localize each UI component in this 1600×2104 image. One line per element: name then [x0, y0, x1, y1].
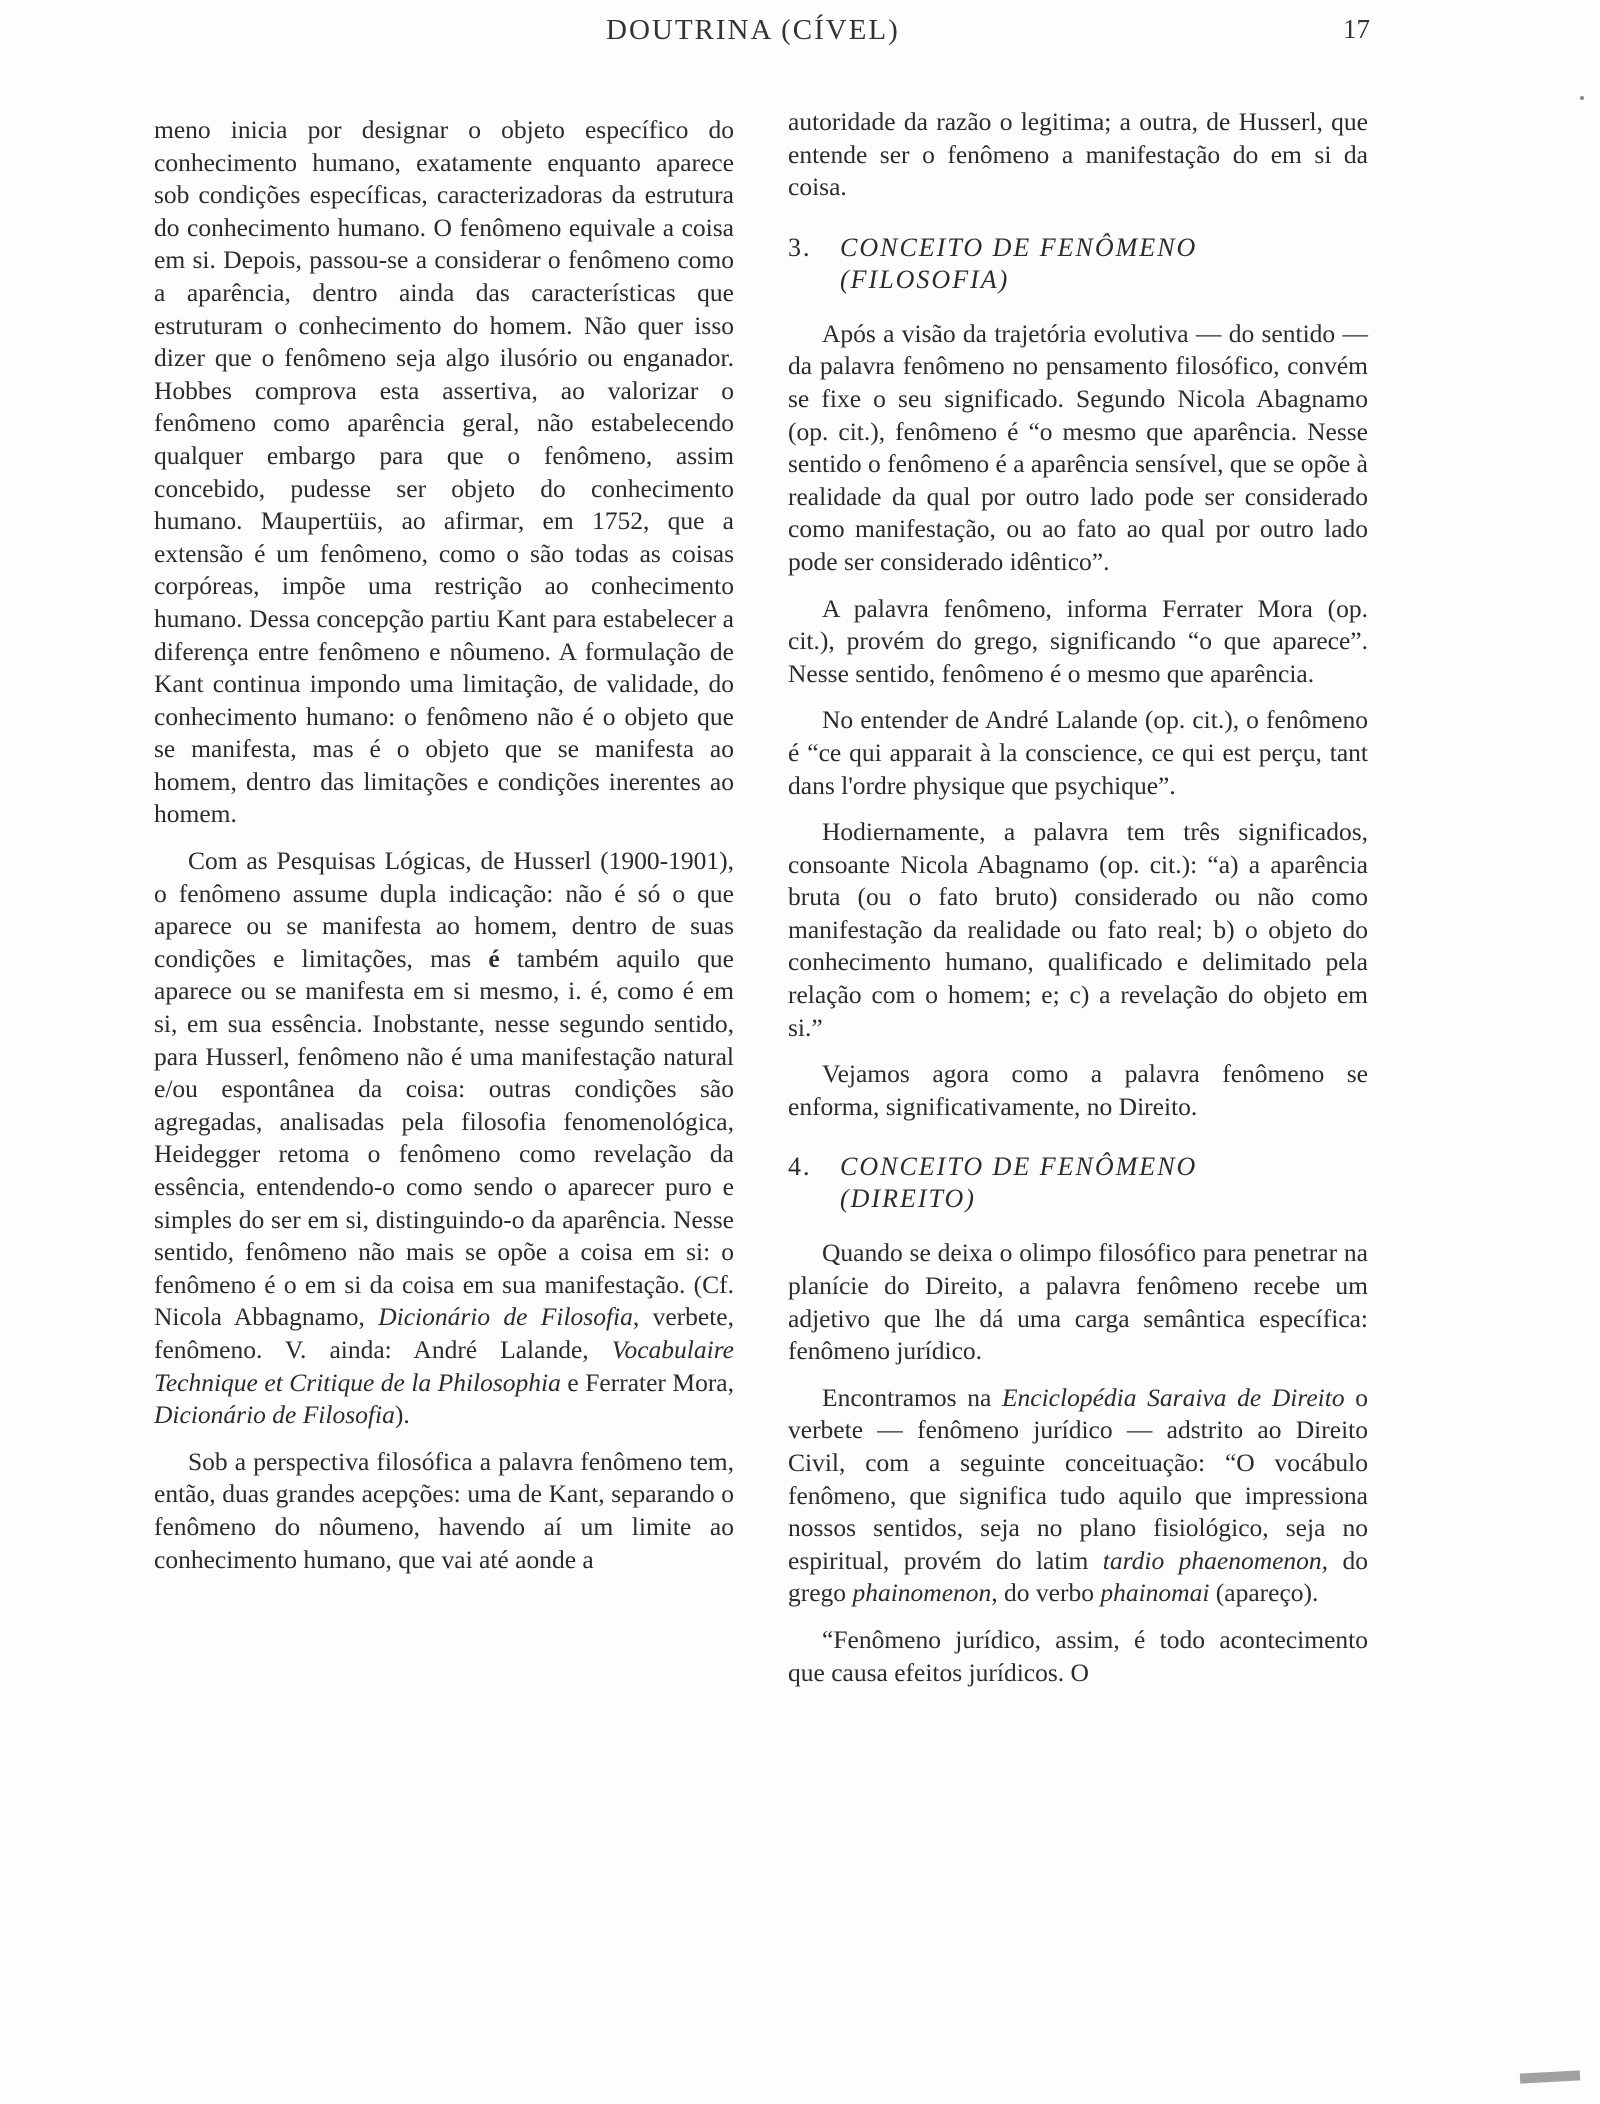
- right-column: [788, 106, 1368, 1703]
- text-run: e Ferrater Mora,: [560, 1367, 734, 1397]
- paragraph: A palavra fenômeno, informa Ferrater Mora (op. cit.), provém do grego, significando “o que aparece”. Nesse sentido, fenômeno é o mesmo que aparência.: [788, 593, 1368, 688]
- text-run: Encontramos na: [822, 1382, 1002, 1412]
- left-column: [154, 114, 734, 1590]
- italic-term: phainomenon,: [852, 1578, 998, 1608]
- text-run: do verbo: [997, 1578, 1101, 1608]
- italic-title: Dicionário de Filosofia: [154, 1400, 395, 1430]
- italic-title: Vocabulaire Technique et Critique de la Philosophia: [154, 1334, 734, 1397]
- paragraph: meno inicia por designar o objeto específico do conhecimento humano, exatamente enquanto aparece sob condições específicas, caracterizadoras da estrutura do conhecimento humano. O fenômeno equivale a coisa em si. Depois, passou-se a considerar o fenômeno como a aparência, dentro ainda das características que estruturam o conhecimento do homem. Não quer isso dizer que o fenômeno seja algo ilusório ou enganador. Hobbes comprova esta assertiva, ao valorizar o fenômeno como aparência geral, não estabelecendo qualquer embargo para que o fenômeno, assim concebido, pudesse ser objeto do conhecimento humano. Maupertüis, ao afirmar, em 1752, que a extensão é um fenômeno, como o são todas as coisas corpóreas, impõe uma restrição ao conhecimento humano. Dessa concepção partiu Kant para estabelecer a diferença entre fenômeno e nôumeno. A formulação de Kant continua impondo uma limitação, de validade, do conhecimento humano: o fenômeno não é o objeto que se manifesta, mas é o objeto que se manifesta ao homem, dentro das limitações e condições inerentes ao homem.: [154, 115, 734, 829]
- paragraph: Quando se deixa o olimpo filosófico para penetrar na planície do Direito, a palavra fenômeno recebe um adjetivo que lhe dá uma carga semântica específica: fenômeno jurídico.: [788, 1238, 1368, 1366]
- paragraph: Sob a perspectiva filosófica a palavra fenômeno tem, então, duas grandes acepções: uma de Kant, separando o fenômeno do nôumeno, havendo aí um limite ao conhecimento humano, que vai até aonde a: [154, 1446, 734, 1574]
- section-heading-3: [788, 232, 1368, 296]
- section-number: 3.: [788, 232, 812, 262]
- paragraph: “Fenômeno jurídico, assim, é todo acontecimento que causa efeitos jurídicos. O: [788, 1624, 1368, 1687]
- paragraph: Hodiernamente, a palavra tem três significados, consoante Nicola Abagnamo (op. cit.): “a) a aparência bruta (ou o fato bruto) considerado ou não como manifestação da realidade ou fato real; b) o objeto do conhecimento humano, qualificado e delimitado pela relação com o homem; e; c) a revelação do objeto em si.”: [788, 817, 1368, 1042]
- section-subtitle: (FILOSOFIA): [840, 264, 1010, 294]
- scan-speck: [1580, 96, 1584, 100]
- section-title: CONCEITO DE FENÔMENO: [840, 232, 1198, 262]
- text-run: , verbete, fenômeno. V. ainda: André Lalande,: [154, 1302, 734, 1364]
- page-number: 17: [1343, 14, 1370, 44]
- bold-run: é: [488, 943, 500, 973]
- running-head: [0, 14, 1600, 58]
- paragraph: Após a visão da trajetória evolutiva — do sentido — da palavra fenômeno no pensamento filosófico, convém se fixe o seu significado. Segundo Nicola Abagnamo (op. cit.), fenômeno é “o mesmo que aparência. Nesse sentido o fenômeno é a aparência sensível, que se opõe à realidade da qual por outro lado pode ser considerado como manifestação, ou ao fato ao qual por outro lado pode ser considerado idêntico”.: [788, 318, 1368, 576]
- paragraph-husserl: [154, 845, 734, 1432]
- text-run: do grego: [788, 1545, 1368, 1608]
- paragraph: autoridade da razão o legitima; a outra, de Husserl, que entende ser o fenômeno a manifestação do em si da coisa.: [788, 107, 1368, 202]
- text-run: ).: [394, 1400, 410, 1430]
- running-title: DOUTRINA (CÍVEL): [606, 14, 900, 46]
- italic-term: tardio phaenomenon,: [1102, 1545, 1329, 1575]
- paragraph: No entender de André Lalande (op. cit.), o fenômeno é “ce qui apparait à la conscience, ce qui est perçu, tant dans l'ordre physique que psychique”.: [788, 705, 1368, 800]
- scan-artifact: [1520, 2070, 1580, 2083]
- section-subtitle: (DIREITO): [840, 1184, 976, 1214]
- section-heading-4: [788, 1151, 1368, 1215]
- section-title: CONCEITO DE FENÔMENO: [840, 1152, 1198, 1182]
- paragraph-enciclopedia: [788, 1382, 1368, 1610]
- italic-title: Enciclopédia Saraiva de Direito: [1001, 1382, 1345, 1412]
- text-run: Com as Pesquisas Lógicas, de Husserl (1900-1901), o fenômeno assume dupla indicação: não é só o que aparece ou se manifesta ao homem, dentro de suas condições e limitações, mas: [154, 846, 734, 973]
- paragraph: Vejamos agora como a palavra fenômeno se enforma, significativamente, no Direito.: [788, 1059, 1368, 1121]
- italic-title: Dicionário de Filosofia: [378, 1302, 633, 1332]
- text-run: também aquilo que aparece ou se manifesta em si mesmo, i. é, como é em si, em sua essência. Inobstante, nesse segundo sentido, para Husserl, fenômeno não é uma manifestação natural e/ou espontânea da coisa: outras condições são agregadas, analisadas pela filosofia fenomenológica, Heidegger retoma o fenômeno como revelação da essência, entendendo-o como sendo o aparecer puro e simples do ser em si, distinguindo-o da aparência. Nesse sentido, fenômeno não mais se opõe a coisa em si: o fenômeno é o em si da coisa em sua manifestação. (Cf. Nicola Abbagnamo,: [154, 943, 734, 1332]
- text-run: (apareço).: [1209, 1578, 1319, 1608]
- text-run: o verbete — fenômeno jurídico — adstrito ao Direito Civil, com a seguinte conceituação: “O vocábulo fenômeno, que significa tudo aquilo que impressiona nossos sentidos, seja no plano fisiológico, seja no espiritual, provém do latim: [788, 1382, 1369, 1575]
- section-number: 4.: [788, 1152, 812, 1182]
- italic-term: phainomai: [1100, 1578, 1210, 1608]
